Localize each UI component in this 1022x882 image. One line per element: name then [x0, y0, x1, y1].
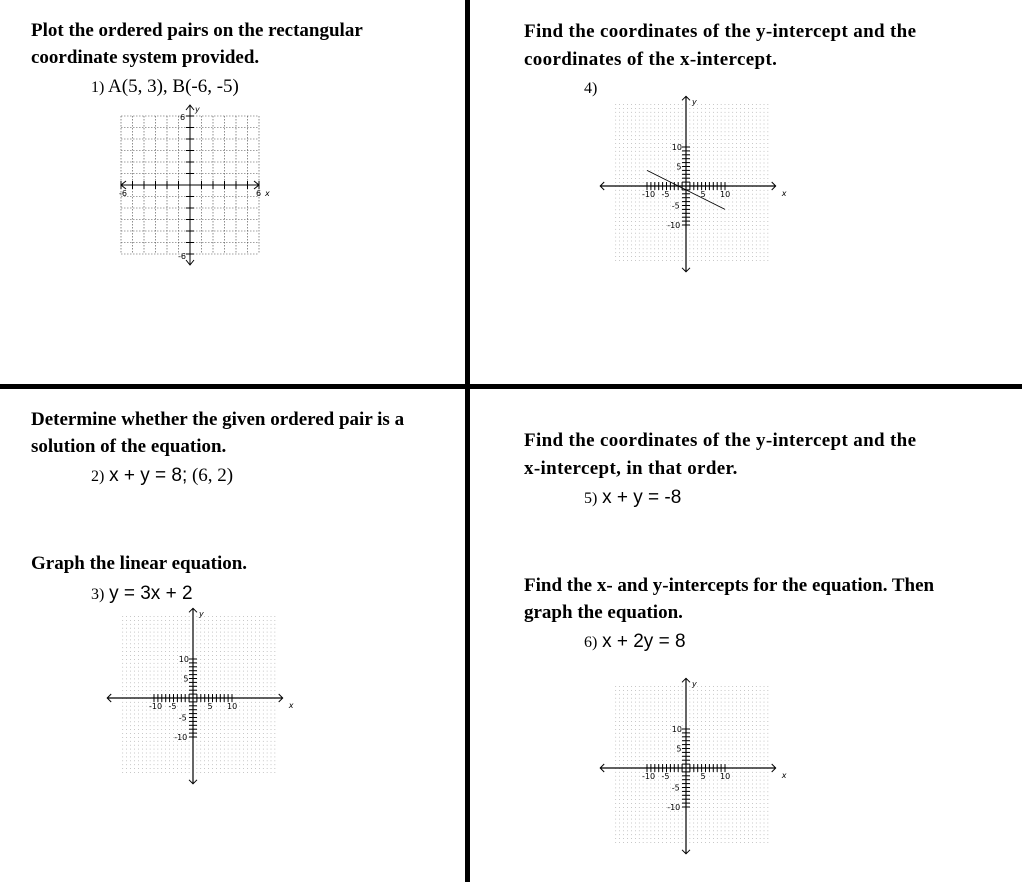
problem5	[584, 486, 681, 511]
problem1-heading	[31, 17, 363, 71]
problem3	[91, 582, 193, 607]
heading-line: Determine whether the given ordered pair is a	[31, 409, 405, 430]
y-tick-label: 10	[671, 725, 682, 734]
problem-number: 4)	[584, 80, 598, 97]
heading-line: x-intercept, in that order.	[524, 458, 738, 479]
y-tick-label: -5	[178, 713, 187, 723]
problem6-equation: x + 2y = 8	[602, 631, 686, 652]
problem6-graph[interactable]	[600, 680, 790, 850]
y-tick-label: 5	[676, 744, 682, 754]
x-tick-label: 10	[227, 702, 238, 711]
problem1-points: A(5, 3), B(-6, -5)	[108, 76, 239, 97]
y-tick-label: -10	[667, 221, 681, 230]
problem4-graph[interactable]	[600, 98, 790, 268]
problem6-heading	[524, 572, 934, 626]
problem-number: 3)	[91, 586, 105, 603]
problem2	[91, 464, 233, 489]
heading-line: coordinates of the x-intercept.	[524, 49, 778, 70]
problem-number: 6)	[584, 634, 598, 651]
problem4	[584, 76, 597, 101]
problem6	[584, 630, 686, 655]
x-axis-label: x	[781, 771, 787, 780]
y-axis-label: y	[195, 105, 200, 114]
x-tick-label: -10	[642, 190, 656, 199]
heading-line: solution of the equation.	[31, 436, 227, 457]
y-axis-label: y	[692, 97, 697, 107]
y-axis-label: y	[199, 609, 204, 619]
problem5-heading	[524, 427, 916, 483]
problem4-heading	[524, 18, 916, 74]
y-max-label: 6	[180, 113, 186, 122]
y-tick-label: -5	[671, 783, 680, 793]
x-tick-label: -5	[661, 190, 670, 199]
y-tick-label: -10	[174, 733, 188, 742]
x-tick-label: 5	[700, 772, 706, 781]
heading-line: Find the coordinates of the y-intercept and the	[524, 21, 917, 42]
horizontal-divider	[0, 384, 1022, 389]
heading-line: Find the x- and y-intercepts for the equation. Then	[524, 575, 935, 596]
y-axis-label: y	[692, 679, 697, 689]
y-tick-label: -5	[671, 201, 680, 211]
x-tick-label: -10	[149, 702, 163, 711]
x-tick-label: -5	[168, 702, 177, 711]
problem3-graph[interactable]	[107, 610, 297, 790]
y-tick-label: 5	[183, 674, 189, 684]
problem-number: 1)	[91, 79, 105, 96]
y-min-label: -6	[178, 252, 186, 261]
heading-line: Find the coordinates of the y-intercept and the	[524, 430, 917, 451]
problem5-equation: x + y = -8	[602, 487, 682, 508]
x-tick-label: 5	[207, 702, 213, 711]
x-axis-label: x	[265, 189, 270, 198]
x-axis-label: x	[288, 701, 294, 710]
problem2-heading	[31, 406, 404, 460]
problem3-equation: y = 3x + 2	[109, 583, 193, 604]
problem-number: 5)	[584, 490, 598, 507]
x-min-label: -6	[119, 189, 127, 198]
y-tick-label: 10	[178, 655, 189, 664]
x-tick-label: 10	[720, 772, 731, 781]
problem1-coordinate-grid[interactable]	[108, 100, 270, 268]
problem1	[91, 75, 239, 100]
problem2-pair: (6, 2)	[191, 465, 234, 486]
heading-line: coordinate system provided.	[31, 47, 260, 68]
heading-line: graph the equation.	[524, 602, 683, 623]
heading-line: Plot the ordered pairs on the rectangular	[31, 20, 363, 41]
x-axis-label: x	[781, 189, 787, 198]
y-tick-label: -10	[667, 803, 681, 812]
x-tick-label: -5	[661, 772, 670, 781]
x-tick-label: -10	[642, 772, 656, 781]
x-tick-label: 10	[720, 190, 731, 199]
x-max-label: 6	[256, 189, 262, 198]
problem-number: 2)	[91, 468, 105, 485]
vertical-divider	[465, 0, 470, 882]
problem3-heading: Graph the linear equation.	[31, 553, 248, 574]
y-tick-label: 5	[676, 162, 682, 172]
y-tick-label: 10	[671, 143, 682, 152]
x-tick-label: 5	[700, 190, 706, 199]
problem2-equation: x + y = 8;	[109, 465, 188, 486]
